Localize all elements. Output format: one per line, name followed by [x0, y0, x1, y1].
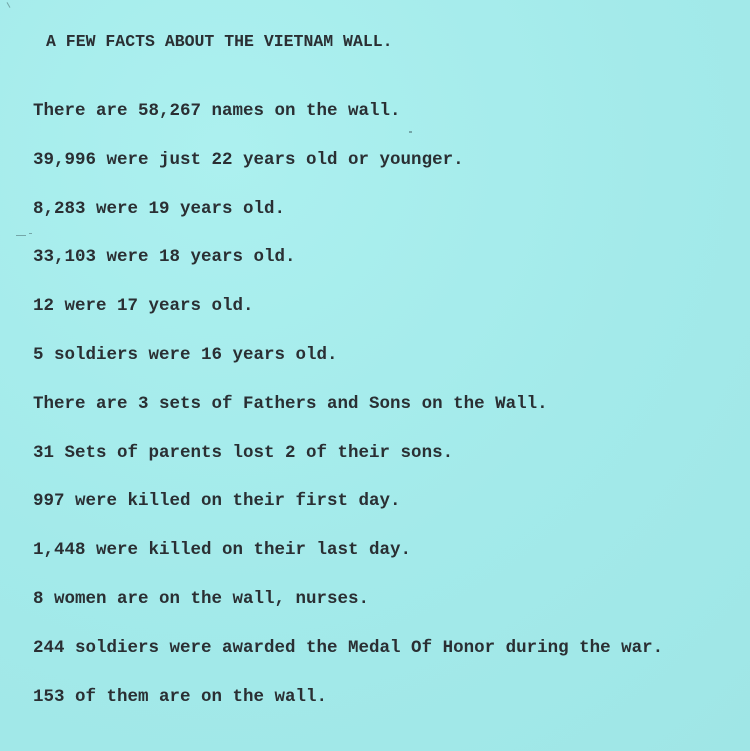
fact-item: There are 3 sets of Fathers and Sons on the Wall. — [33, 393, 548, 414]
fact-item: 244 soldiers were awarded the Medal Of Honor during the war. — [33, 637, 664, 658]
fact-item: 39,996 were just 22 years old or younger. — [33, 149, 464, 170]
fact-item: 5 soldiers were 16 years old. — [33, 344, 338, 365]
fact-item: 12 were 17 years old. — [33, 296, 254, 317]
fact-item: 33,103 were 18 years old. — [33, 247, 296, 268]
scan-speck — [7, 2, 11, 8]
scan-speck — [409, 131, 412, 133]
fact-item: 997 were killed on their first day. — [33, 491, 401, 512]
scan-speck — [29, 233, 32, 234]
document-title: A FEW FACTS ABOUT THE VIETNAM WALL. — [46, 32, 393, 51]
fact-item: 1,448 were killed on their last day. — [33, 540, 412, 561]
fact-item: There are 58,267 names on the wall. — [33, 101, 401, 121]
fact-item: 153 of them are on the wall. — [33, 686, 328, 707]
fact-item: 31 Sets of parents lost 2 of their sons. — [33, 442, 454, 463]
facts-list — [33, 99, 745, 709]
fact-item: 8,283 were 19 years old. — [33, 198, 286, 219]
fact-item: 8 women are on the wall, nurses. — [33, 588, 370, 609]
scan-speck — [16, 235, 26, 236]
